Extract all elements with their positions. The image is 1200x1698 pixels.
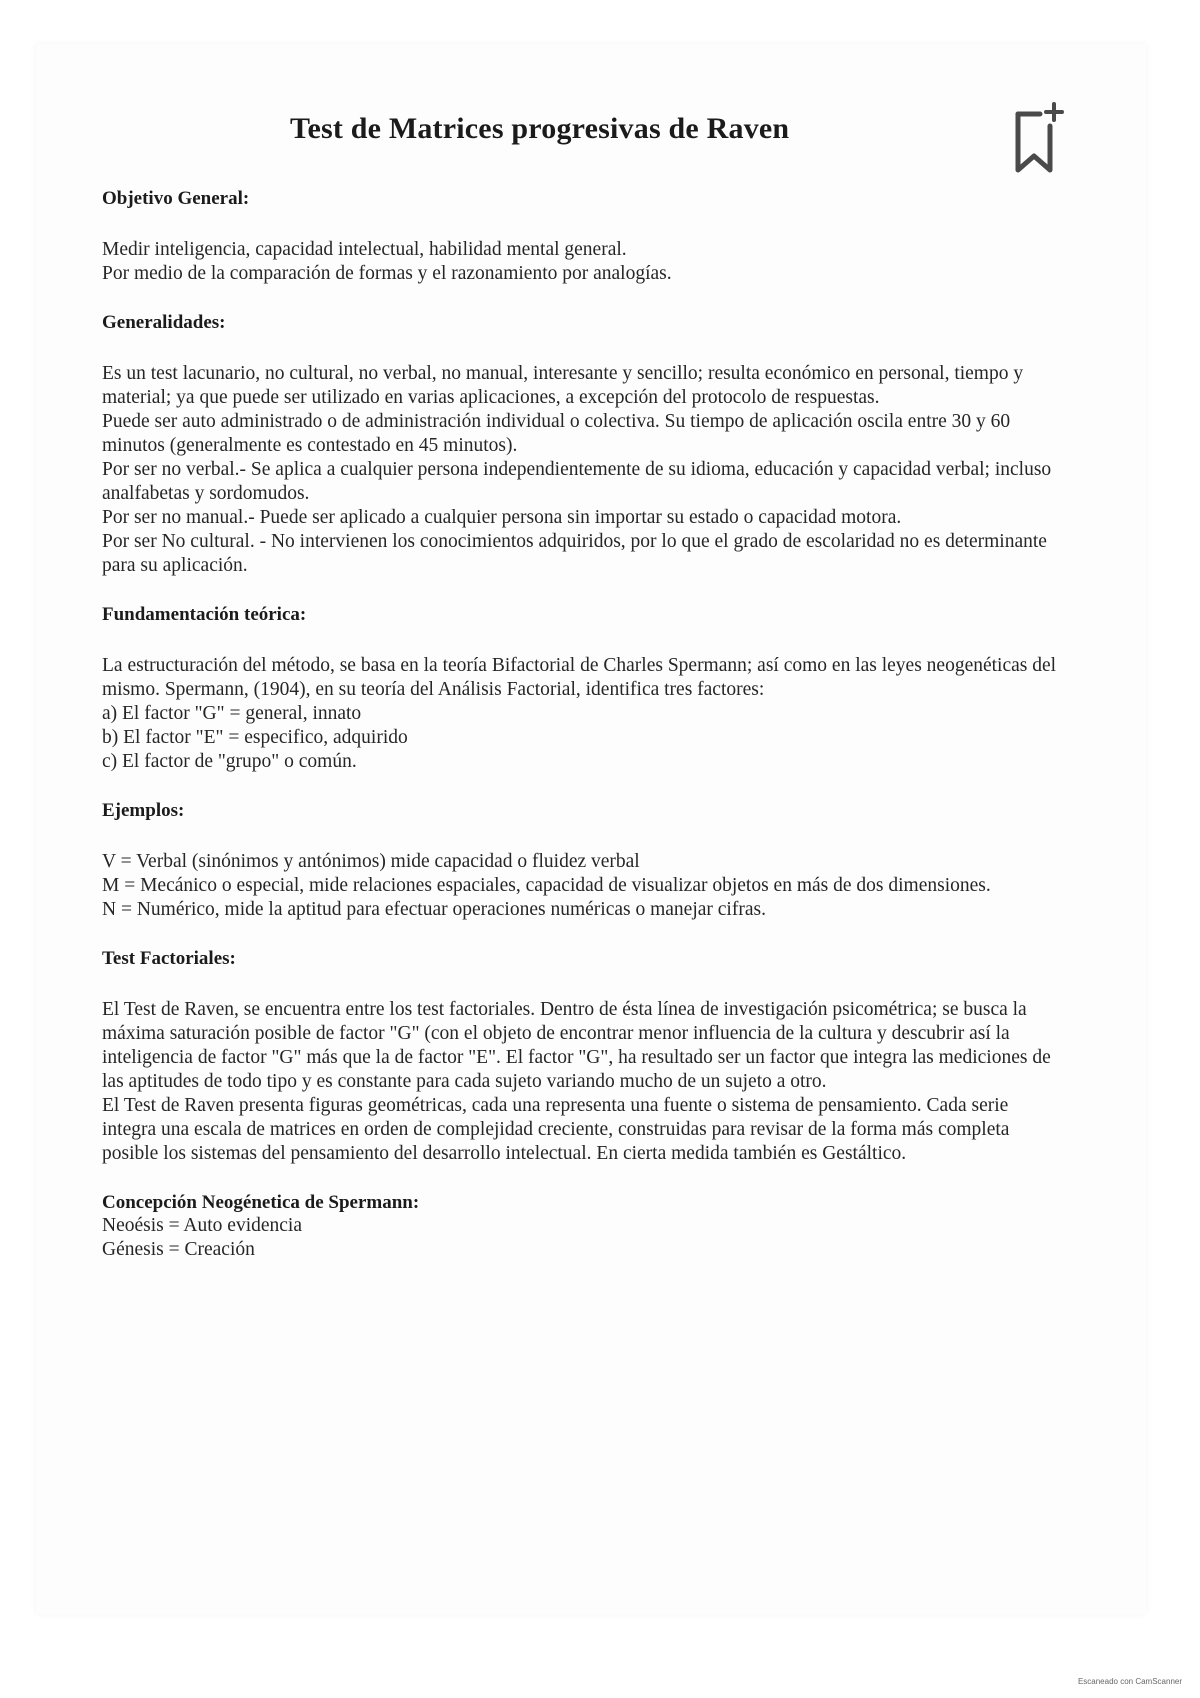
document-title: Test de Matrices progresivas de Raven [290, 112, 790, 145]
paragraph: Medir inteligencia, capacidad intelectual, habilidad mental general. [102, 239, 627, 260]
list-item: Neoésis = Auto evidencia [102, 1215, 302, 1236]
heading-test-factoriales: Test Factoriales: [102, 948, 236, 969]
heading-ejemplos: Ejemplos: [102, 800, 185, 821]
paragraph: Por ser no manual.- Puede ser aplicado a cualquier persona sin importar su estado o capacidad motora. [102, 507, 902, 528]
generalidades-body [102, 362, 1062, 578]
paragraph: Puede ser auto administrado o de administración individual o colectiva. Su tiempo de aplicación oscila entre 30 y 60 minutos (generalmente es contestado en 45 minutos). [102, 411, 1011, 456]
heading-concepcion: Concepción Neogénetica de Spermann: [102, 1192, 420, 1213]
list-item: Génesis = Creación [102, 1239, 255, 1260]
test-factoriales-body [102, 998, 1062, 1166]
paragraph: Es un test lacunario, no cultural, no verbal, no manual, interesante y sencillo; resulta económico en personal, tiempo y material; ya que puede ser utilizado en varias aplicaciones, a excepción del protocolo de respuestas. [102, 363, 1024, 408]
list-item: V = Verbal (sinónimos y antónimos) mide capacidad o fluidez verbal [102, 851, 640, 872]
list-item: b) El factor "E" = especifico, adquirido [102, 727, 408, 748]
concepcion-body [102, 1214, 1062, 1262]
ejemplos-body [102, 850, 1062, 922]
document-content [102, 112, 1062, 1262]
paragraph: Por ser No cultural. - No intervienen los conocimientos adquiridos, por lo que el grado de escolaridad no es determinante para su aplicación. [102, 531, 1047, 576]
paragraph: Por medio de la comparación de formas y el razonamiento por analogías. [102, 263, 672, 284]
list-item: N = Numérico, mide la aptitud para efectuar operaciones numéricas o manejar cifras. [102, 899, 766, 920]
list-item: c) El factor de "grupo" o común. [102, 751, 357, 772]
heading-fundamentacion: Fundamentación teórica: [102, 604, 307, 625]
paragraph: Por ser no verbal.- Se aplica a cualquier persona independientemente de su idioma, educación y capacidad verbal; incluso analfabetas y sordomudos. [102, 459, 1052, 504]
list-item: a) El factor "G" = general, innato [102, 703, 362, 724]
fundamentacion-body [102, 654, 1062, 774]
list-item: M = Mecánico o especial, mide relaciones espaciales, capacidad de visualizar objetos en más de dos dimensiones. [102, 875, 991, 896]
heading-generalidades: Generalidades: [102, 312, 226, 333]
paragraph: El Test de Raven, se encuentra entre los test factoriales. Dentro de ésta línea de investigación psicométrica; se busca la máxima saturación posible de factor "G" (con el objeto de encontrar menor influencia de la cultura y descubrir así la inteligencia de factor "G" más que la de factor "E". El factor "G", ha resultado ser un factor que integra las mediciones de las aptitudes de todo tipo y es constante para cada sujeto variando mucho de un sujeto a otro. [102, 999, 1051, 1092]
objetivo-body [102, 238, 1062, 286]
paragraph: La estructuración del método, se basa en la teoría Bifactorial de Charles Spermann; así como en las leyes neogenéticas del mismo. Spermann, (1904), en su teoría del Análisis Factorial, identifica tres factores: [102, 655, 1057, 700]
paragraph: El Test de Raven presenta figuras geométricas, cada una representa una fuente o sistema de pensamiento. Cada serie integra una escala de matrices en orden de complejidad creciente, construidas para revisar de la forma más completa posible los sistemas del pensamiento del desarrollo intelectual. En cierta medida también es Gestáltico. [102, 1095, 1010, 1164]
heading-objetivo: Objetivo General: [102, 188, 250, 209]
scanner-watermark: Escaneado con CamScanner [1077, 1677, 1182, 1686]
